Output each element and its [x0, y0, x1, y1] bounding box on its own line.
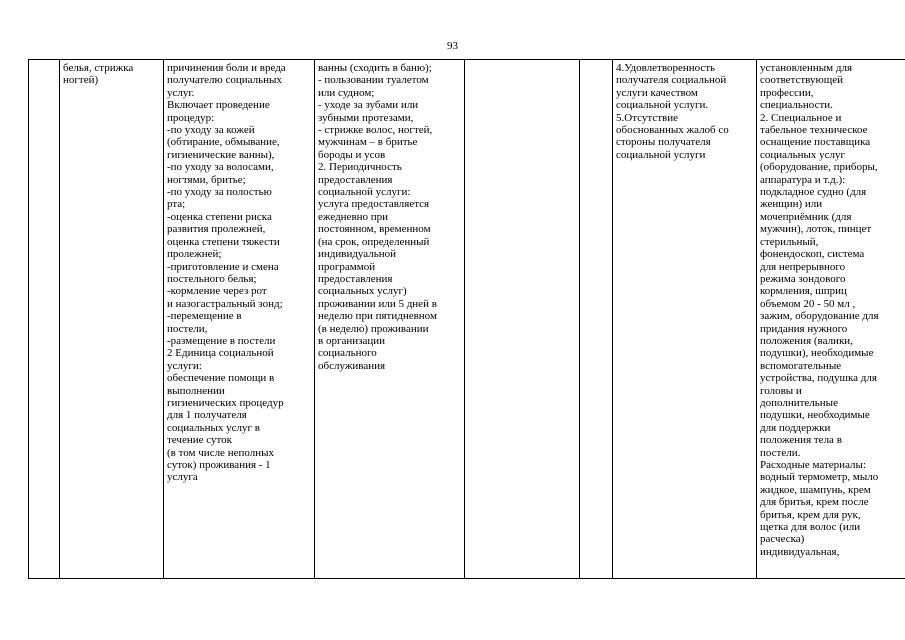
cell-text-line: положения тела в: [760, 434, 842, 447]
cell-text-line: индивидуальной: [318, 248, 397, 261]
cell-text-line: -оценка степени риска: [167, 210, 272, 223]
cell-text-line: ногтей): [63, 74, 99, 87]
cell-text-line: - пользовании туалетом: [318, 74, 429, 87]
cell-text-line: зубными протезами,: [318, 111, 414, 124]
cell-text-line: услуги качеством: [616, 86, 698, 99]
cell-text-line: для поддержки: [760, 421, 831, 434]
cell-text-line: услуги:: [167, 359, 202, 372]
cell-text-line: социальной услуги.: [616, 99, 709, 112]
cell-text-line: жидкое, шампунь, крем: [760, 483, 871, 496]
cell-text-line: вспомогательные: [760, 359, 842, 372]
cell-text-line: рта;: [167, 198, 186, 211]
cell-text-line: получателю социальных: [167, 74, 282, 87]
cell-text-line: социальной услуги:: [318, 186, 411, 199]
cell-text-line: 5.Отсутствие: [616, 111, 678, 124]
cell-text-line: обеспечение помощи в: [167, 372, 275, 385]
cell-text-line: -перемещение в: [167, 310, 242, 323]
cell-text-line: постельного белья;: [167, 272, 257, 285]
page-number: 93: [447, 40, 458, 52]
cell-text-line: специальности.: [760, 99, 833, 112]
cell-text-line: социальной услуги: [616, 148, 706, 161]
cell-text-line: аппаратура и т.д.):: [760, 173, 846, 186]
cell-text-line: установленным для: [760, 62, 853, 74]
cell-text-line: услуг.: [167, 86, 195, 99]
cell-text-line: социальных услуг в: [167, 421, 260, 434]
cell-text-line: бороды и усов: [318, 148, 386, 161]
cell-text-line: для непрерывного: [760, 260, 846, 273]
cell-text-line: гигиенических процедур: [167, 396, 284, 409]
cell-text-line: пролежней;: [167, 248, 222, 261]
cell-text-line: ногтями, бритье;: [167, 173, 246, 186]
service-standard-table: [28, 59, 905, 579]
cell-text-line: получателя социальной: [616, 74, 727, 87]
cell-text-line: предоставления: [318, 173, 393, 186]
cell-text-line: ежедневно при: [318, 210, 389, 223]
cell-text-line: мочеприёмник (для: [760, 210, 852, 223]
cell-number: [29, 60, 60, 579]
cell-text-line: придания нужного: [760, 322, 848, 335]
cell-service-description: [164, 60, 315, 579]
cell-text-line: оснащение поставщика: [760, 136, 871, 149]
cell-text-line: стерильный,: [760, 235, 819, 248]
cell-text-line: обоснованных жалоб со: [616, 124, 729, 137]
cell-text-line: социальных услуг): [318, 285, 407, 298]
cell-text-line: кормления, шприц: [760, 285, 847, 298]
cell-text-line: причинения боли и вреда: [167, 62, 286, 74]
cell-text-line: для бритья, крем после: [760, 496, 869, 509]
cell-text-line: или судном;: [318, 86, 375, 99]
cell-text-line: Включает проведение: [167, 99, 270, 112]
cell-text-line: развития пролежней,: [167, 223, 266, 236]
cell-text-line: гигиенические ванны),: [167, 148, 275, 161]
cell-text-line: профессии,: [760, 86, 814, 99]
cell-text-line: услуга предоставляется: [318, 198, 430, 211]
cell-text-line: предоставления: [318, 272, 393, 285]
cell-text-line: (оборудование, приборы,: [760, 161, 878, 174]
cell-text-line: Расходные материалы:: [760, 459, 866, 471]
cell-text-line: -по уходу за волосами,: [167, 161, 274, 174]
cell-text-line: -приготовление и смена: [167, 260, 279, 273]
cell-text-line: белья, стрижка: [63, 62, 134, 74]
cell-service-terms: [315, 60, 465, 579]
cell-text-line: программой: [318, 260, 376, 273]
cell-text-line: социального: [318, 347, 377, 360]
cell-text-line: (на срок, определенный: [318, 235, 430, 248]
cell-text-line: суток) проживания - 1: [167, 459, 271, 471]
cell-text-line: подкладное судно (для: [760, 186, 867, 199]
cell-text-line: положения (валики,: [760, 334, 853, 347]
cell-text-line: (в том числе неполных: [167, 446, 274, 459]
cell-text-line: проживании или 5 дней в: [318, 297, 437, 310]
cell-text-line: 2. Специальное и: [760, 111, 842, 124]
cell-text-line: -по уходу за полостью: [167, 186, 272, 199]
cell-service-conditions: [757, 60, 905, 579]
cell-text-line: оценка степени тяжести: [167, 235, 280, 248]
cell-service-name: [60, 60, 164, 579]
cell-text-line: -по уходу за кожей: [167, 124, 255, 137]
cell-text-line: фонендоскоп, система: [760, 248, 865, 261]
cell-text-line: подушки, необходимые: [760, 409, 870, 422]
cell-text-line: зажим, оборудование для: [760, 310, 879, 323]
cell-text-line: табельное техническое: [760, 124, 868, 137]
cell-text-line: устройства, подушка для: [760, 372, 877, 385]
cell-text-line: расческа): [760, 533, 805, 546]
cell-text-line: в организации: [318, 334, 385, 347]
cell-text-line: мужчинам – в бритье: [318, 136, 418, 149]
cell-text-line: - стрижке волос, ногтей,: [318, 124, 433, 137]
cell-text-line: мужчин), лоток, пинцет: [760, 223, 872, 236]
cell-quality-indicators: [613, 60, 757, 579]
cell-text-line: (в неделю) проживании: [318, 322, 429, 335]
cell-empty-column: [465, 60, 580, 579]
cell-text-line: щетка для волос (или: [760, 521, 861, 534]
cell-text-line: объемом 20 - 50 мл ,: [760, 297, 856, 310]
cell-text-line: подушки), необходимые: [760, 347, 874, 360]
cell-text-line: - уходе за зубами или: [318, 99, 419, 112]
cell-text-line: и назогастральный зонд;: [167, 297, 283, 310]
cell-text-line: для 1 получателя: [167, 409, 247, 422]
cell-text-line: постели,: [167, 322, 208, 335]
cell-text-line: услуга: [167, 471, 198, 484]
cell-text-line: дополнительные: [760, 396, 838, 409]
cell-text-line: головы и: [760, 384, 802, 397]
cell-text-line: -размещение в постели: [167, 334, 276, 347]
cell-text-line: постели.: [760, 446, 801, 459]
table-row: [29, 60, 905, 579]
cell-text-line: соответствующей: [760, 74, 843, 87]
cell-text-line: выполнении: [167, 384, 225, 397]
cell-text-line: 2 Единица социальной: [167, 347, 274, 360]
cell-text-line: постоянном, временном: [318, 223, 431, 236]
cell-text-line: водный термометр, мыло: [760, 471, 879, 484]
cell-text-line: 2. Периодичность: [318, 161, 402, 174]
cell-text-line: 4.Удовлетворенность: [616, 62, 716, 74]
cell-text-line: ванны (сходить в баню);: [318, 62, 432, 74]
cell-text-line: неделю при пятидневном: [318, 310, 437, 323]
cell-text-line: -кормление через рот: [167, 285, 267, 298]
cell-text-line: (обтирание, обмывание,: [167, 136, 280, 149]
cell-text-line: течение суток: [167, 434, 232, 447]
cell-text-line: процедур:: [167, 111, 215, 124]
cell-text-line: женщин) или: [760, 198, 823, 211]
cell-text-line: социальных услуг: [760, 148, 846, 161]
cell-text-line: бритья, крем для рук,: [760, 508, 861, 521]
cell-narrow-column: [580, 60, 613, 579]
cell-text-line: стороны получателя: [616, 136, 711, 149]
cell-text-line: обслуживания: [318, 359, 386, 372]
cell-text-line: режима зондового: [760, 272, 846, 285]
cell-text-line: индивидуальная,: [760, 545, 840, 558]
